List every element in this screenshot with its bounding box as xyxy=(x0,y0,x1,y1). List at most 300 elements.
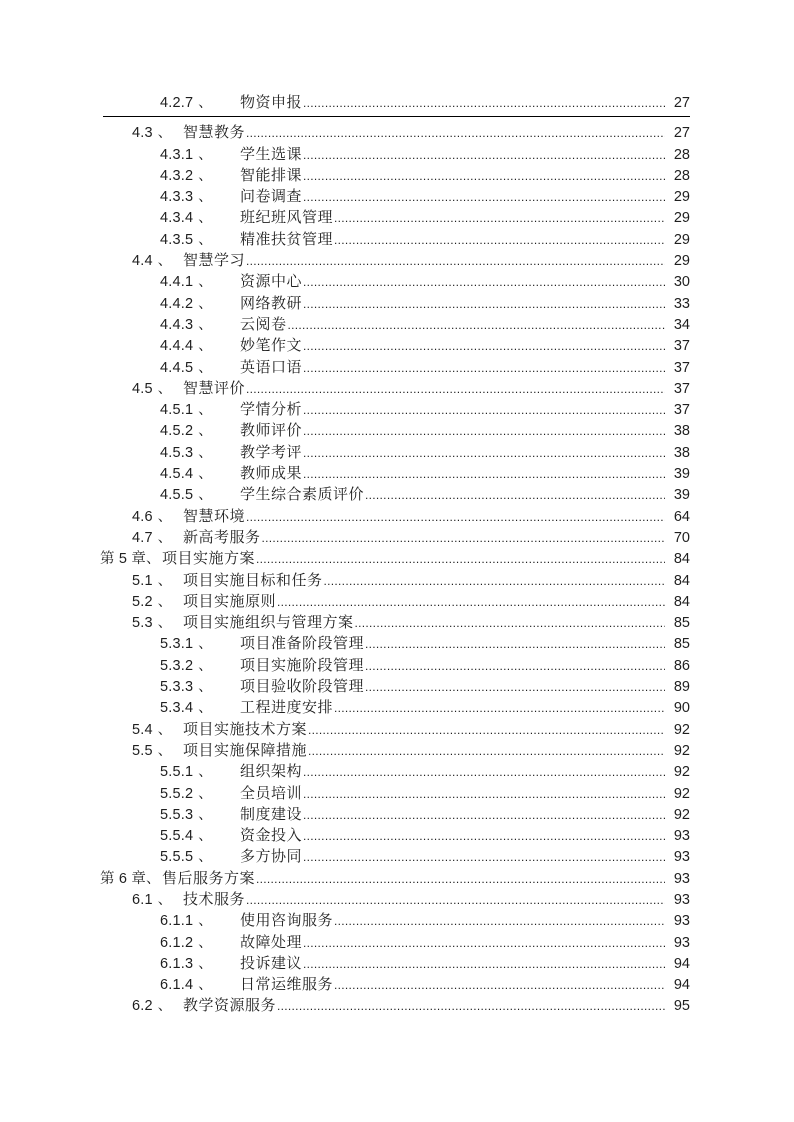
toc-entry-title: 教学考评 xyxy=(240,443,303,461)
toc-entry-separator: 、 xyxy=(198,848,213,865)
toc-entry-title: 投诉建议 xyxy=(240,954,303,972)
toc-leader-dots xyxy=(246,890,665,911)
toc-leader-dots xyxy=(308,741,665,762)
toc-entry-page: 93 xyxy=(673,913,690,930)
toc-entry-separator: 、 xyxy=(157,592,172,609)
toc-entry-separator: 、 xyxy=(198,273,213,290)
toc-leader-dots xyxy=(246,251,665,272)
toc-entry[interactable] xyxy=(97,889,690,910)
toc-entry-page: 39 xyxy=(673,487,690,504)
toc-leader-dots xyxy=(303,166,665,187)
toc-entry-title: 项目实施方案 xyxy=(162,550,256,568)
toc-entry[interactable] xyxy=(97,804,690,825)
toc-entry-number: 4.4 xyxy=(132,253,153,270)
toc-entry-number: 5.5.4 xyxy=(160,828,194,845)
toc-entry-separator: 、 xyxy=(198,465,213,482)
toc-entry-number: 4.4.3 xyxy=(160,316,194,333)
toc-entry[interactable] xyxy=(97,314,690,335)
toc-entry-number: 4.5.3 xyxy=(160,444,194,461)
toc-entry-title: 精准扶贫管理 xyxy=(240,230,334,248)
toc-entry-separator: 、 xyxy=(198,443,213,460)
toc-entry-number: 5.3.3 xyxy=(160,679,194,696)
toc-entry-separator: 、 xyxy=(157,507,172,524)
toc-entry[interactable] xyxy=(97,420,690,441)
toc-entry-title: 项目实施目标和任务 xyxy=(183,571,323,589)
toc-entry-page: 93 xyxy=(673,891,690,908)
toc-entry-number: 4.5.1 xyxy=(160,402,194,419)
toc-entry-title: 新高考服务 xyxy=(183,528,261,546)
toc-entry-page: 37 xyxy=(673,359,690,376)
toc-leader-dots xyxy=(303,145,665,166)
toc-leader-dots xyxy=(303,784,665,805)
toc-entry-page: 93 xyxy=(673,849,690,866)
toc-entry-number-block xyxy=(160,186,240,208)
toc-entry-title: 多方协同 xyxy=(240,848,303,866)
toc-entry-title: 班纪班风管理 xyxy=(240,209,334,227)
toc-entry-number-block xyxy=(160,953,240,975)
toc-entry-title: 网络教研 xyxy=(240,294,303,312)
toc-entry-title: 日常运维服务 xyxy=(240,976,334,994)
toc-entry-title: 问卷调查 xyxy=(240,188,303,206)
toc-entry-page: 27 xyxy=(673,95,690,111)
toc-entry[interactable] xyxy=(97,357,690,378)
toc-entry-number-block xyxy=(160,271,240,293)
toc-entry-number-block xyxy=(160,293,240,315)
toc-entry-number-block xyxy=(160,633,240,655)
toc-entry[interactable] xyxy=(97,676,690,697)
toc-entry-separator: 、 xyxy=(198,827,213,844)
toc-entry-number-block xyxy=(160,655,240,677)
toc-entry-separator: 、 xyxy=(198,337,213,354)
toc-entry[interactable] xyxy=(97,293,690,314)
toc-entry-page: 84 xyxy=(673,551,690,568)
toc-entry[interactable] xyxy=(97,825,690,846)
toc-entry[interactable] xyxy=(97,186,690,207)
toc-entry-title: 云阅卷 xyxy=(240,315,287,333)
toc-entry-number: 4.7 xyxy=(132,529,153,546)
toc-entry-title: 组织架构 xyxy=(240,763,303,781)
toc-entry[interactable] xyxy=(97,612,690,633)
toc-entry-number: 4.3.5 xyxy=(160,231,194,248)
toc-leader-dots xyxy=(303,272,665,293)
toc-entry-page: 94 xyxy=(673,977,690,994)
toc-leader-dots xyxy=(262,528,665,549)
toc-entry-number-block xyxy=(160,484,240,506)
toc-entry-page: 33 xyxy=(673,295,690,312)
toc-entry-separator: 、 xyxy=(198,933,213,950)
toc-entry-number-block xyxy=(160,399,240,421)
toc-entry-title: 智慧环境 xyxy=(183,507,246,525)
toc-entry[interactable] xyxy=(97,442,690,463)
section-divider-line xyxy=(103,116,690,117)
toc-entry-number-block xyxy=(160,910,240,932)
toc-entry[interactable] xyxy=(97,868,690,889)
toc-entry-title: 妙笔作文 xyxy=(240,337,303,355)
toc-entry-title: 教学资源服务 xyxy=(183,997,277,1015)
toc-entry-number: 4.5.2 xyxy=(160,423,194,440)
toc-entry-separator: 、 xyxy=(198,699,213,716)
toc-leader-dots xyxy=(334,230,665,251)
toc-entry-title: 故障处理 xyxy=(240,933,303,951)
toc-entry-separator: 、 xyxy=(198,784,213,801)
toc-entry-page: 30 xyxy=(673,274,690,291)
toc-entry-number: 5.5.1 xyxy=(160,764,194,781)
toc-entry-number: 5.3.4 xyxy=(160,700,194,717)
toc-entry-separator: 、 xyxy=(157,252,172,269)
toc-entry-title: 学生选课 xyxy=(240,145,303,163)
toc-entry-number: 4.3.2 xyxy=(160,167,194,184)
toc-entry-separator: 、 xyxy=(198,294,213,311)
toc-entry-page: 38 xyxy=(673,423,690,440)
toc-entry-number-block xyxy=(160,804,240,826)
toc-entry-title: 资源中心 xyxy=(240,273,303,291)
toc-entry-title: 项目准备阶段管理 xyxy=(240,635,365,653)
toc-entry-page: 37 xyxy=(673,338,690,355)
toc-entry-page: 92 xyxy=(673,721,690,738)
toc-leader-dots xyxy=(246,507,665,528)
toc-entry[interactable] xyxy=(97,591,690,612)
toc-leader-dots xyxy=(303,93,665,114)
toc-entry-page: 93 xyxy=(673,934,690,951)
toc-leader-dots xyxy=(303,954,665,975)
toc-entry-number-block xyxy=(132,506,183,528)
toc-entry-number: 4.5 xyxy=(132,380,153,397)
toc-entry-separator: 、 xyxy=(157,614,172,631)
toc-entry[interactable] xyxy=(97,633,690,654)
toc-entry-page: 29 xyxy=(673,210,690,227)
toc-entry-title: 资金投入 xyxy=(240,827,303,845)
toc-entry-number-block xyxy=(160,207,240,229)
toc-entry-title: 工程进度安排 xyxy=(240,699,334,717)
toc-entry[interactable] xyxy=(97,463,690,484)
toc-entry-number: 5.5 xyxy=(132,742,153,759)
toc-entry-separator: 、 xyxy=(198,976,213,993)
toc-entry-separator: 、 xyxy=(198,315,213,332)
toc-leader-dots xyxy=(288,315,665,336)
toc-entry-page: 93 xyxy=(673,870,690,887)
toc-entry-separator: 、 xyxy=(198,486,213,503)
toc-leader-dots xyxy=(334,698,665,719)
toc-entry-number: 4.4.1 xyxy=(160,274,194,291)
toc-entry[interactable] xyxy=(97,527,690,548)
toc-entry[interactable] xyxy=(97,548,690,569)
toc-leader-dots xyxy=(277,996,665,1017)
toc-entry-separator: 、 xyxy=(157,124,172,141)
toc-leader-dots xyxy=(303,443,665,464)
toc-entry-number-block xyxy=(132,740,183,762)
toc-entry[interactable] xyxy=(97,335,690,356)
toc-entry-title: 英语口语 xyxy=(240,358,303,376)
toc-entry-separator: 、 xyxy=(157,528,172,545)
toc-entry-title: 项目实施组织与管理方案 xyxy=(183,614,354,632)
toc-entry[interactable] xyxy=(97,250,690,271)
toc-entry-number: 5.5.2 xyxy=(160,785,194,802)
toc-entry-number-block xyxy=(132,995,183,1017)
toc-entry-page: 95 xyxy=(673,998,690,1015)
toc-entry-page: 92 xyxy=(673,742,690,759)
toc-entry-title: 物资申报 xyxy=(240,94,303,111)
toc-entry-number-block xyxy=(160,761,240,783)
toc-entry-number-block xyxy=(160,335,240,357)
toc-entry[interactable] xyxy=(97,229,690,250)
toc-leader-dots xyxy=(355,613,665,634)
toc-entry-number-block xyxy=(132,889,183,911)
toc-entry-page: 64 xyxy=(673,508,690,525)
toc-entry-number: 5.2 xyxy=(132,593,153,610)
toc-entry-number: 4.3.1 xyxy=(160,146,194,163)
toc-entry-page: 92 xyxy=(673,764,690,781)
toc-entry[interactable] xyxy=(97,740,690,761)
toc-entry-title: 项目实施阶段管理 xyxy=(240,656,365,674)
toc-entry-title: 学情分析 xyxy=(240,401,303,419)
toc-leader-dots xyxy=(324,571,665,592)
toc-entry-separator: 、 xyxy=(198,912,213,929)
toc-entry-number-block xyxy=(160,229,240,251)
toc-entry-page: 92 xyxy=(673,785,690,802)
toc-entry-separator: 、 xyxy=(198,678,213,695)
toc-entry-title: 全员培训 xyxy=(240,784,303,802)
toc-entry-page: 86 xyxy=(673,657,690,674)
toc-leader-dots xyxy=(365,677,665,698)
toc-entry-number-block xyxy=(132,591,183,613)
toc-entry-number-block xyxy=(100,548,162,570)
toc-entry-number: 6.1.3 xyxy=(160,955,194,972)
toc-entry-separator: 、 xyxy=(157,379,172,396)
toc-leader-dots xyxy=(246,379,665,400)
toc-entry-number: 4.4.5 xyxy=(160,359,194,376)
toc-entry-title: 技术服务 xyxy=(183,890,246,908)
toc-entry-number-block xyxy=(132,122,183,144)
toc-entry-number-block xyxy=(160,463,240,485)
toc-entry-separator: 、 xyxy=(198,422,213,439)
toc-entry-separator: 、 xyxy=(157,741,172,758)
toc-entry-number-block xyxy=(160,783,240,805)
toc-entry-number-block xyxy=(100,868,162,890)
toc-entry-number-block xyxy=(160,165,240,187)
toc-leader-dots xyxy=(365,485,665,506)
toc-entry[interactable] xyxy=(97,207,690,228)
toc-entry-title: 项目验收阶段管理 xyxy=(240,678,365,696)
toc-entry-number-block xyxy=(132,612,183,634)
toc-entry-number-block xyxy=(160,92,240,114)
toc-entry-number-block xyxy=(160,697,240,719)
toc-entry-number: 6.2 xyxy=(132,998,153,1015)
toc-leader-dots xyxy=(277,592,665,613)
toc-entry-title: 智能排课 xyxy=(240,166,303,184)
toc-leader-dots xyxy=(303,847,665,868)
toc-entry-title: 制度建设 xyxy=(240,805,303,823)
toc-entry-page: 29 xyxy=(673,253,690,270)
toc-entry-number-block xyxy=(132,570,183,592)
toc-entry[interactable] xyxy=(97,655,690,676)
toc-entry-title: 使用咨询服务 xyxy=(240,912,334,930)
toc-entry-number: 第 5 章 xyxy=(100,551,147,568)
toc-entry-separator: 、 xyxy=(198,188,213,205)
toc-entry-separator: 、 xyxy=(198,635,213,652)
toc-entry-number: 4.5.4 xyxy=(160,466,194,483)
toc-leader-dots xyxy=(256,549,665,570)
toc-leader-dots xyxy=(303,187,665,208)
toc-entry-number: 4.4.2 xyxy=(160,295,194,312)
toc-entry-separator: 、 xyxy=(146,869,161,886)
toc-entry[interactable] xyxy=(97,484,690,505)
toc-entry[interactable] xyxy=(97,570,690,591)
toc-entry-number: 4.5.5 xyxy=(160,487,194,504)
toc-entry-separator: 、 xyxy=(198,954,213,971)
toc-entry-separator: 、 xyxy=(157,571,172,588)
toc-entry-page: 94 xyxy=(673,955,690,972)
toc-entry-number-block xyxy=(132,250,183,272)
toc-entry[interactable] xyxy=(97,92,690,113)
toc-leader-dots xyxy=(303,464,665,485)
toc-entry-title: 项目实施技术方案 xyxy=(183,720,308,738)
toc-leader-dots xyxy=(303,336,665,357)
toc-entry-separator: 、 xyxy=(198,656,213,673)
toc-leader-dots xyxy=(303,805,665,826)
toc-entry-page: 84 xyxy=(673,572,690,589)
toc-leader-dots xyxy=(334,208,665,229)
toc-leader-dots xyxy=(334,911,665,932)
toc-entry-page: 38 xyxy=(673,444,690,461)
toc-entry[interactable] xyxy=(97,761,690,782)
toc-leader-dots xyxy=(256,869,665,890)
toc-entry-separator: 、 xyxy=(198,94,213,110)
toc-entry-separator: 、 xyxy=(146,550,161,567)
toc-entry-number-block xyxy=(160,846,240,868)
toc-entry-page: 85 xyxy=(673,615,690,632)
toc-entry-number: 5.3.2 xyxy=(160,657,194,674)
toc-entry[interactable] xyxy=(97,995,690,1016)
toc-leader-dots xyxy=(365,634,665,655)
toc-entry[interactable] xyxy=(97,846,690,867)
toc-entry-page: 39 xyxy=(673,466,690,483)
toc-entry-number-block xyxy=(160,420,240,442)
toc-entry-title: 项目实施原则 xyxy=(183,592,277,610)
toc-leader-dots xyxy=(308,720,665,741)
toc-entry-page: 28 xyxy=(673,146,690,163)
toc-entry[interactable] xyxy=(97,953,690,974)
toc-leader-dots xyxy=(365,656,665,677)
toc-entry-title: 项目实施保障措施 xyxy=(183,741,308,759)
toc-entry-page: 37 xyxy=(673,402,690,419)
toc-entry-page: 70 xyxy=(673,529,690,546)
toc-entry-number: 6.1.1 xyxy=(160,913,194,930)
toc-leader-dots xyxy=(303,400,665,421)
toc-entry-number: 5.3.1 xyxy=(160,636,194,653)
toc-entry-number: 5.1 xyxy=(132,572,153,589)
toc-entry-number-block xyxy=(160,676,240,698)
toc-entry-separator: 、 xyxy=(157,720,172,737)
toc-entry-page: 89 xyxy=(673,679,690,696)
toc-entry-page: 90 xyxy=(673,700,690,717)
toc-entry-number: 6.1.2 xyxy=(160,934,194,951)
toc-entry-number-block xyxy=(160,357,240,379)
toc-entry-separator: 、 xyxy=(198,401,213,418)
toc-entry-title: 智慧学习 xyxy=(183,252,246,270)
toc-entry[interactable] xyxy=(97,144,690,165)
toc-entry-number: 5.5.5 xyxy=(160,849,194,866)
toc-entry-separator: 、 xyxy=(198,358,213,375)
toc-entry-page: 37 xyxy=(673,380,690,397)
toc-entry[interactable] xyxy=(97,910,690,931)
toc-entry-title: 售后服务方案 xyxy=(162,869,256,887)
toc-entry-number: 6.1 xyxy=(132,891,153,908)
toc-entry-number-block xyxy=(160,825,240,847)
toc-entry-title: 教师成果 xyxy=(240,465,303,483)
toc-leader-dots xyxy=(303,358,665,379)
toc-entry[interactable] xyxy=(97,697,690,718)
toc-entry-number-block xyxy=(132,719,183,741)
toc-entry-number-block xyxy=(132,527,183,549)
toc-leader-dots xyxy=(303,294,665,315)
toc-entry-number: 4.3.4 xyxy=(160,210,194,227)
toc-entry[interactable] xyxy=(97,399,690,420)
toc-entry-number: 4.3 xyxy=(132,125,153,142)
toc-entry-number: 5.5.3 xyxy=(160,806,194,823)
toc-entry-page: 92 xyxy=(673,806,690,823)
toc-entry-number-block xyxy=(132,378,183,400)
toc-entry[interactable] xyxy=(97,271,690,292)
toc-entry-number: 4.2.7 xyxy=(160,95,194,111)
toc-entry[interactable] xyxy=(97,506,690,527)
toc-entry-separator: 、 xyxy=(198,763,213,780)
toc-entry-number-block xyxy=(160,144,240,166)
toc-entry-number: 6.1.4 xyxy=(160,977,194,994)
toc-entry-title: 教师评价 xyxy=(240,422,303,440)
toc-entry-number: 4.3.3 xyxy=(160,189,194,206)
toc-entry-page: 84 xyxy=(673,593,690,610)
toc-entry[interactable] xyxy=(97,165,690,186)
toc-entry[interactable] xyxy=(97,783,690,804)
toc-entry-separator: 、 xyxy=(198,166,213,183)
toc-entry-number-block xyxy=(160,442,240,464)
toc-entry-separator: 、 xyxy=(198,805,213,822)
toc-entry-title: 学生综合素质评价 xyxy=(240,486,365,504)
toc-entry-number: 第 6 章 xyxy=(100,870,147,887)
toc-leader-dots xyxy=(303,933,665,954)
toc-entry-separator: 、 xyxy=(198,230,213,247)
toc-entry-page: 28 xyxy=(673,167,690,184)
toc-leader-dots xyxy=(334,975,665,996)
toc-entry-page: 85 xyxy=(673,636,690,653)
toc-entry[interactable] xyxy=(97,974,690,995)
toc-entry[interactable] xyxy=(97,122,690,143)
toc-leader-dots xyxy=(303,826,665,847)
toc-entry-separator: 、 xyxy=(157,997,172,1014)
toc-entry[interactable] xyxy=(97,378,690,399)
toc-leader-dots xyxy=(303,421,665,442)
toc-entry-page: 27 xyxy=(673,125,690,142)
toc-entry-number-block xyxy=(160,932,240,954)
toc-entry-page: 93 xyxy=(673,828,690,845)
toc-entry-title: 智慧教务 xyxy=(183,124,246,142)
toc-leader-dots xyxy=(246,123,665,144)
toc-entry-number: 5.3 xyxy=(132,615,153,632)
toc-entry-separator: 、 xyxy=(198,209,213,226)
toc-entry-number: 5.4 xyxy=(132,721,153,738)
toc-entry-page: 34 xyxy=(673,316,690,333)
toc-entry-page: 29 xyxy=(673,189,690,206)
toc-leader-dots xyxy=(303,762,665,783)
toc-entry-number: 4.6 xyxy=(132,508,153,525)
toc-entry[interactable] xyxy=(97,719,690,740)
toc-entry-separator: 、 xyxy=(157,890,172,907)
toc-entry-title: 智慧评价 xyxy=(183,379,246,397)
toc-entry[interactable] xyxy=(97,932,690,953)
toc-entry-number: 4.4.4 xyxy=(160,338,194,355)
toc-entry-page: 29 xyxy=(673,231,690,248)
toc-entry-number-block xyxy=(160,314,240,336)
